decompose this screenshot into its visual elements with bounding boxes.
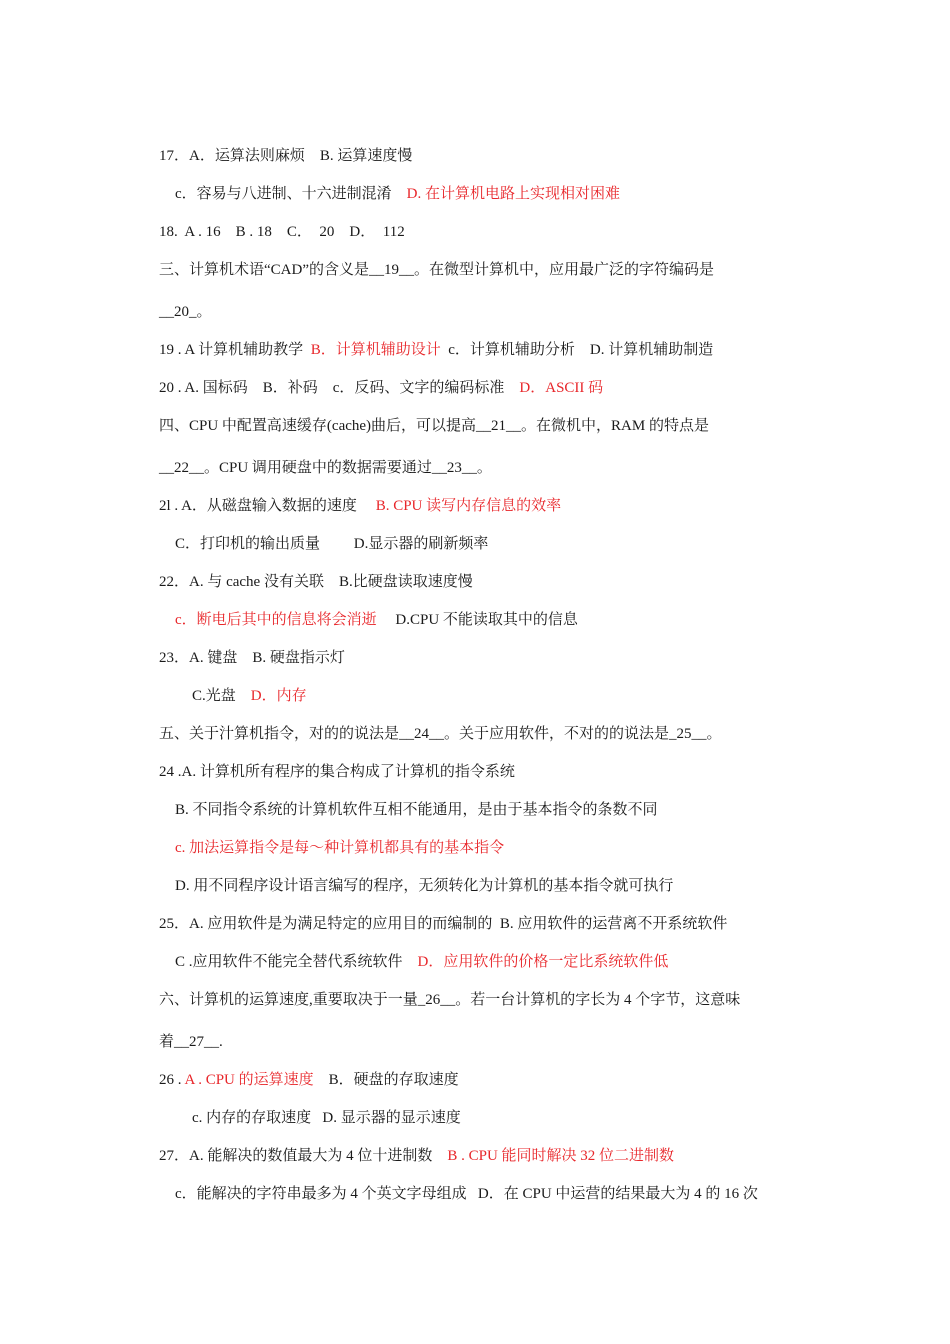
text-segment: D. 用不同程序设计语言编写的程序，无须转化为计算机的基本指令就可执行 [175,878,674,894]
text-segment: B. 不同指令系统的计算机软件互相不能通用，是由于基本指令的条数不同 [175,802,658,818]
text-segment: 23．A. 键盘 B. 硬盘指示灯 [159,650,345,666]
text-segment: B．硬盘的存取速度 [313,1072,459,1088]
text-segment: 26 . [159,1072,185,1088]
answer-highlight: B. CPU 读写内存信息的效率 [375,498,562,514]
answer-highlight: D．应用软件的价格一定比系统软件低 [417,954,669,970]
text-segment: 2l . A．从磁盘输入数据的速度 [159,498,376,514]
text-segment: C.光盘 [192,688,251,704]
answer-highlight: B．计算机辅助设计 [310,342,441,358]
answer-highlight: D. 在计算机电路上实现相对困难 [406,186,621,202]
text-segment: 19 . A 计算机辅助教学 [159,342,311,358]
text-segment: 四、CPU 中配置高速缓存(cache)曲后，可以提高__21__。在微机中，RAM 的特点是 [159,418,709,434]
text-segment: C．打印机的输出质量 D.显示器的刷新频率 [175,536,489,552]
text-segment: 20 . A. 国标码 B．补码 c．反码、文字的编码标准 [159,380,520,396]
answer-highlight: c．断电后其中的信息将会消逝 [175,612,377,628]
text-segment: 18. A . 16 B . 18 C． 20 D． 112 [159,224,405,240]
answer-highlight: D．ASCII 码 [519,380,604,396]
answer-highlight: B . CPU 能同时解决 32 位二进制数 [447,1148,675,1164]
text-segment: c．计算机辅助分析 D. 计算机辅助制造 [440,342,714,358]
text-segment: c．容易与八进制、十六进制混淆 [175,186,407,202]
text-segment: 三、计算机术语“CAD”的含义是__19__。在微型计算机中，应用最广泛的字符编码是 [159,262,714,278]
text-segment: 27．A. 能解决的数值最大为 4 位十进制数 [159,1148,448,1164]
answer-highlight: c. 加法运算指令是每～种计算机都具有的基本指令 [175,840,505,856]
text-segment: 24 .A. 计算机所有程序的集合构成了计算机的指令系统 [159,764,515,780]
text-segment: C .应用软件不能完全替代系统软件 [175,954,418,970]
text-segment: 25．A. 应用软件是为满足特定的应用目的而编制的 B. 应用软件的运营离不开系统软件 [159,916,728,932]
text-segment: 22．A. 与 cache 没有关联 B.比硬盘读取速度慢 [159,574,473,590]
text-segment: c. 内存的存取速度 D. 显示器的显示速度 [192,1110,461,1126]
text-segment: D.CPU 不能读取其中的信息 [376,612,578,628]
text-segment: __20_。 [159,304,212,320]
answer-highlight: D．内存 [250,688,307,704]
text-segment: 着__27__. [159,1034,223,1050]
section-6-line-1 [144,970,740,1030]
text-segment: 六、计算机的运算速度,重要取决于一量_26__。若一台计算机的字长为 4 个字节，这意味 [159,992,741,1008]
text-segment: __22__。CPU 调用硬盘中的数据需要通过__23__。 [159,460,492,476]
text-segment: c．能解决的字符串最多为 4 个英文字母组成 D．在 CPU 中运营的结果最大为 4 的 16 次 [175,1186,758,1202]
question-27-line-2 [160,1164,758,1224]
section-3-line-1 [144,240,714,300]
text-segment: 17．A．运算法则麻烦 B. 运算速度慢 [159,148,413,164]
answer-highlight: A . CPU 的运算速度 [184,1072,314,1088]
text-segment: 五、关于汁算机指令，对的的说法是__24__。关于应用软件，不对的的说法是_25__。 [159,726,722,742]
